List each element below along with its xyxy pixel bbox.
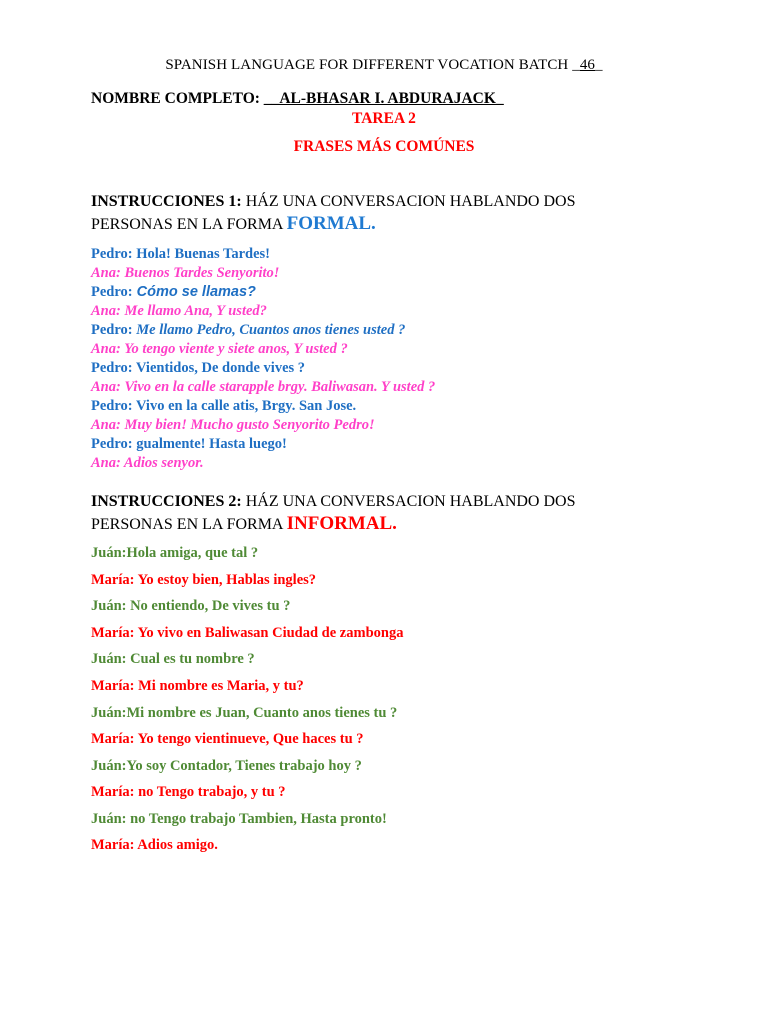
assignment-topic: FRASES MÁS COMÚNES — [293, 138, 475, 155]
line-text: Cómo se llamas? — [132, 284, 256, 300]
section1-instr-text1: HÁZ UNA CONVERSACION HABLANDO DOS — [241, 193, 576, 210]
speaker-ana: Ana: — [91, 455, 121, 471]
dialogue-line: María: no Tengo trabajo, y tu ? — [91, 784, 286, 800]
student-name-line — [91, 90, 504, 108]
dialogue-line: María: Yo estoy bien, Hablas ingles? — [91, 572, 317, 588]
line-text: Hola! Buenas Tardes! — [132, 246, 270, 262]
section2-instructions — [91, 491, 576, 536]
line-text: Adios senyor. — [120, 455, 204, 471]
speaker-ana: Ana: — [91, 265, 121, 281]
section2-instr-text2: PERSONAS EN LA FORMA — [91, 516, 287, 533]
dialogue-line — [91, 398, 356, 415]
batch-number: 46 — [579, 57, 596, 73]
line-text: Buenos Tardes Senyorito! — [120, 265, 280, 281]
dialogue-line — [91, 322, 405, 339]
dialogue-line: Juán:Yo soy Contador, Tienes trabajo hoy ? — [91, 758, 362, 774]
dialogue-line: María: Yo tengo vientinueve, Que haces tu ? — [91, 731, 364, 747]
speaker-pedro: Pedro: — [91, 398, 133, 414]
dialogue-line — [91, 284, 256, 301]
dialogue-line: María: Mi nombre es Maria, y tu? — [91, 678, 304, 694]
speaker-pedro: Pedro: — [91, 246, 133, 262]
dialogue-line — [91, 436, 287, 453]
student-name: __AL-BHASAR I. ABDURAJACK_ — [263, 90, 504, 107]
line-text: Me llamo Pedro, Cuantos anos tienes usted ? — [132, 322, 406, 338]
section1-instr-line2 — [91, 213, 576, 236]
section2-instr-line2 — [91, 513, 576, 536]
line-text: Muy bien! Mucho gusto Senyorito Pedro! — [120, 417, 375, 433]
section1-instructions — [91, 191, 576, 236]
dialogue-line: Juán:Mi nombre es Juan, Cuanto anos tienes tu ? — [91, 705, 398, 721]
speaker-pedro: Pedro: — [91, 284, 133, 300]
dialogue-line — [91, 246, 270, 263]
speaker-ana: Ana: — [91, 379, 121, 395]
document-header — [0, 57, 768, 74]
line-text: Vivo en la calle atis, Brgy. San Jose. — [132, 398, 357, 414]
dialogue-line — [91, 360, 305, 377]
speaker-ana: Ana: — [91, 417, 121, 433]
dialogue-line — [91, 341, 348, 358]
dialogue-line — [91, 379, 435, 396]
header-title-prefix: SPANISH LANGUAGE FOR DIFFERENT VOCATION BATCH _ — [165, 57, 580, 73]
dialogue-line: Juán: No entiendo, De vives tu ? — [91, 598, 291, 614]
speaker-pedro: Pedro: — [91, 322, 133, 338]
line-text: gualmente! Hasta luego! — [132, 436, 287, 452]
speaker-ana: Ana: — [91, 303, 121, 319]
dialogue-line: Juán: Cual es tu nombre ? — [91, 651, 255, 667]
section1-instr-text2: PERSONAS EN LA FORMA — [91, 216, 287, 233]
dialogue-line — [91, 417, 375, 434]
section2-instr-text1: HÁZ UNA CONVERSACION HABLANDO DOS — [241, 493, 576, 510]
student-name-label: NOMBRE COMPLETO: — [91, 90, 264, 107]
formal-word: FORMAL. — [286, 213, 376, 234]
dialogue-line: Juán: no Tengo trabajo Tambien, Hasta pronto! — [91, 811, 387, 827]
line-text: Vivo en la calle starapple brgy. Baliwasan. Y usted ? — [120, 379, 436, 395]
speaker-pedro: Pedro: — [91, 360, 133, 376]
dialogue-line: María: Adios amigo. — [91, 837, 218, 853]
dialogue-line: Juán:Hola amiga, que tal ? — [91, 545, 259, 561]
dialogue-line — [91, 455, 204, 472]
speaker-pedro: Pedro: — [91, 436, 133, 452]
informal-word: INFORMAL. — [286, 513, 397, 534]
line-text: Yo tengo viente y siete anos, Y usted ? — [120, 341, 348, 357]
section2-instr-label: INSTRUCCIONES 2: — [91, 493, 242, 510]
dialogue-line — [91, 303, 267, 320]
dialogue-line — [91, 265, 279, 282]
section1-instr-label: INSTRUCCIONES 1: — [91, 193, 242, 210]
section1-instr-line1 — [91, 191, 576, 213]
assignment-number: TAREA 2 — [352, 110, 416, 127]
section2-instr-line1 — [91, 491, 576, 513]
speaker-ana: Ana: — [91, 341, 121, 357]
line-text: Me llamo Ana, Y usted? — [120, 303, 267, 319]
dialogue-line: María: Yo vivo en Baliwasan Ciudad de zambonga — [91, 625, 404, 641]
line-text: Vientidos, De donde vives ? — [132, 360, 306, 376]
header-title-suffix: _ — [595, 57, 603, 73]
